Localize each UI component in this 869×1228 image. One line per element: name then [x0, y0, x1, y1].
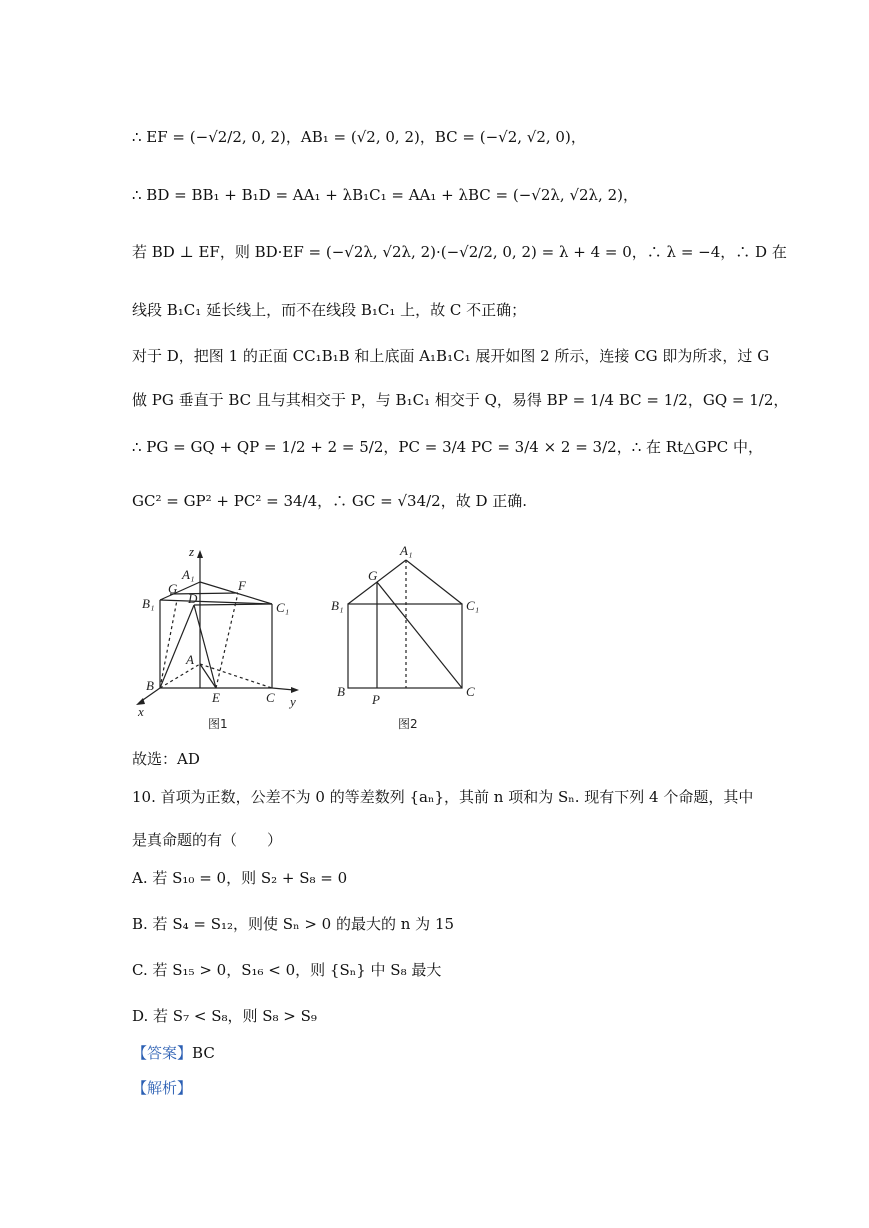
analysis-tag: 【解析】 [132, 1079, 193, 1097]
segment-BD [160, 605, 194, 688]
label-C: C [466, 684, 475, 699]
figure-2-caption: 图2 [398, 717, 418, 731]
solution-line-5: 对于 D，把图 1 的正面 CC₁B₁B 和上底面 A₁B₁C₁ 展开如图 2 所示，连接 CG 即为所求，过 G [132, 347, 770, 365]
label-C1: C₁ [466, 598, 480, 613]
z-axis-arrow [197, 550, 203, 558]
figure-2 [331, 543, 479, 731]
option-b: B. 若 S₄ = S₁₂，则使 Sₙ > 0 的最大的 n 为 15 [132, 915, 455, 933]
label-B1: B₁ [142, 596, 155, 611]
solution-line-8: GC² = GP² + PC² = 34/4，∴ GC = √34/2，故 D 正确. [132, 492, 528, 510]
label-E: E [212, 690, 220, 705]
label-x: x [138, 704, 144, 719]
label-A1: A₁ [182, 567, 195, 582]
label-B: B [146, 678, 154, 693]
label-z: z [189, 544, 195, 559]
segment-GF [170, 593, 238, 594]
segment-BG [160, 600, 177, 688]
label-G: G [368, 568, 378, 583]
figure-1-caption: 图1 [208, 717, 228, 731]
y-axis [272, 688, 294, 690]
option-a: A. 若 S₁₀ = 0，则 S₂ + S₈ = 0 [132, 869, 348, 887]
solution-line-3: 若 BD ⊥ EF，则 BD·EF = (−√2λ, √2λ, 2)·(−√2/2, 0, 2) = λ + 4 = 0，∴ λ = −4，∴ D 在 [132, 243, 787, 261]
label-P: P [372, 692, 380, 707]
segment-D [194, 604, 272, 605]
label-D: D [188, 591, 198, 606]
solution-line-2: ∴ BD = BB₁ + B₁D = AA₁ + λB₁C₁ = AA₁ + λBC = (−√2λ, √2λ, 2)， [132, 186, 638, 204]
question-10-stem-2: 是真命题的有（ ） [132, 831, 283, 849]
segment-AE [200, 664, 216, 688]
segment-EF [216, 593, 238, 688]
solution-line-4: 线段 B₁C₁ 延长线上，而不在线段 B₁C₁ 上，故 C 不正确； [132, 301, 527, 319]
edge-A1C1 [406, 560, 462, 604]
choice-summary: 故选：AD [132, 750, 200, 768]
question-10-stem: 10. 首项为正数，公差不为 0 的等差数列 {aₙ}，其前 n 项和为 Sₙ. 现有下列 4 个命题，其中 [132, 788, 754, 806]
solution-line-1: ∴ EF = (−√2/2, 0, 2)，AB₁ = (√2, 0, 2)，BC = (−√2, √2, 0)， [132, 128, 586, 146]
answer-line [132, 1046, 215, 1061]
label-B: B [337, 684, 345, 699]
segment-GC [377, 582, 462, 688]
label-B1: B₁ [331, 598, 344, 613]
figures-svg [132, 540, 492, 735]
label-A1: A₁ [400, 543, 413, 558]
label-A: A [186, 652, 194, 667]
option-c: C. 若 S₁₅ > 0，S₁₆ < 0，则 {Sₙ} 中 S₈ 最大 [132, 961, 442, 979]
solution-line-7: ∴ PG = GQ + QP = 1/2 + 2 = 5/2，PC = 3/4 PC = 3/4 × 2 = 3/2，∴ 在 Rt△GPC 中， [132, 438, 763, 456]
figure-1 [136, 544, 299, 731]
option-d: D. 若 S₇ < S₈，则 S₈ > S₉ [132, 1007, 317, 1025]
label-C1: C₁ [276, 600, 290, 615]
edge-BA [160, 664, 200, 688]
figures [132, 540, 492, 739]
solution-line-6: 做 PG 垂直于 BC 且与其相交于 P，与 B₁C₁ 相交于 Q，易得 BP = 1/4 BC = 1/2，GQ = 1/2， [132, 391, 789, 409]
answer-tag: 【答案】 [132, 1044, 193, 1062]
label-y: y [290, 694, 296, 709]
label-G: G [168, 581, 178, 596]
answer-value: BC [192, 1044, 215, 1062]
segment-DE [194, 605, 216, 688]
y-axis-arrow [291, 687, 299, 693]
analysis-line [132, 1081, 192, 1096]
label-F: F [238, 578, 246, 593]
label-C: C [266, 690, 275, 705]
